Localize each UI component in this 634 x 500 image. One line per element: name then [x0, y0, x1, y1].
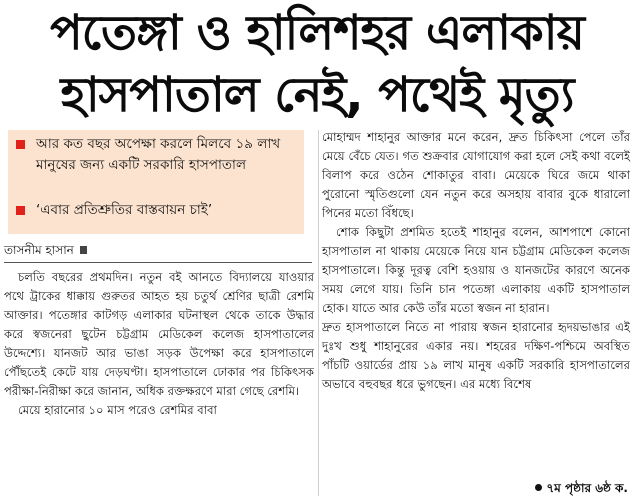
highlight-text: ‘এবার প্রতিশ্রুতির বাস্তবায়ন চাই’	[36, 202, 213, 218]
byline-square-icon	[80, 246, 87, 254]
continued-text: ৭ম পৃষ্ঠার ৬ষ্ঠ ক.	[546, 481, 628, 495]
highlights-box	[8, 130, 304, 234]
bullet-square-icon	[16, 140, 25, 149]
highlight-item	[16, 200, 300, 221]
left-column	[0, 128, 316, 500]
article-paragraph: দ্রুত হাসপাতালে নিতে না পারায় স্বজন হারানোর হৃদয়ভাঙার এই দুঃখ শুধু শাহানুরের একার নয়। শহরের দক্ষিণ-পশ্চিমে অবস্থিত পাঁচটি ওয়ার্ডের প্রায় ১৯ লাখ মানুষ একটি সরকারি হাসপাতালের অভাবে বহুবছর ধরে ভুগছেন। এর মধ্যে বিশেষ	[322, 320, 630, 391]
byline	[4, 242, 87, 258]
article-body-right	[322, 128, 630, 394]
headline-line-2: হাসপাতাল নেই, পথেই মৃত্যু	[60, 67, 574, 123]
right-column	[322, 128, 632, 500]
article-paragraph: মোহাম্মদ শাহানুর আক্তার মনে করেন, দ্রুত চিকিৎসা পেলে তাঁর মেয়ে বেঁচে যেত। গত শুক্রবার যোগাযোগ করা হলে সেই কথা বলেই বিলাপ করে ওঠেন শোকাতুর বাবা। মেয়েকে ঘিরে জমে থাকা পুরোনো স্মৃতিগুলো যেন নতুন করে অসহায় বাবার বুকে ধারালো পিনের মতো বিঁধছে।	[322, 130, 630, 220]
highlight-text: আর কত বছর অপেক্ষা করলে মিলবে ১৯ লাখ মানুষের জন্য একটি সরকারি হাসপাতাল	[36, 136, 281, 173]
highlight-item	[16, 134, 300, 176]
bullet-square-icon	[16, 206, 25, 215]
headline-line-1: পতেঙ্গা ও হালিশহর এলাকায়	[50, 5, 584, 61]
article-body-left	[4, 268, 314, 420]
article-paragraph: মেয়ে হারানোর ১০ মাস পরেও রেশমির বাবা	[18, 403, 217, 417]
article-paragraph: চলতি বছরের প্রথমদিন। নতুন বই আনতে বিদ্যালয়ে যাওয়ার পথে ট্রাকের ধাক্কায় গুরুতর আহত হয় চতুর্থ শ্রেণির ছাত্রী রেশমি আক্তার। পতেঙ্গার কাটগড় এলাকার ঘটনাস্থল থেকে তাকে উদ্ধার করে স্বজনেরা ছুটেন চট্টগ্রাম মেডিকেল কলেজ হাসপাতালের উদ্দেশ্যে। যানজট আর ভাঙা সড়ক উপেক্ষা করে হাসপাতালে পৌঁছতেই কেটে যায় দেড়ঘণ্টা। হাসপাতালে ঢোকার পর চিকিৎসক পরীক্ষা-নিরীক্ষা করে জানান, অধিক রক্তক্ষরণে মারা গেছে রেশমি।	[4, 270, 314, 398]
byline-rule	[4, 262, 312, 263]
continued-note	[535, 480, 628, 500]
article-paragraph: শোক কিছুটা প্রশমিত হতেই শাহানুর বলেন, আশপাশে কোনো হাসপাতাল না থাকায় মেয়েকে নিয়ে যান চট্টগ্রাম মেডিকেল কলেজ হাসপাতালে। কিন্তু দূরত্ব বেশি হওয়ায় ও যানজটের কারণে অনেক সময় লেগে যায়। তিনি চান পতেঙ্গা এলাকায় একটি হাসপাতাল হোক। যাতে আর কেউ তাঁর মতো স্বজন না হারান।	[322, 225, 630, 315]
byline-author: তাসনীম হাসান	[4, 243, 74, 257]
bullet-dot-icon	[535, 484, 542, 491]
column-divider	[318, 130, 319, 496]
